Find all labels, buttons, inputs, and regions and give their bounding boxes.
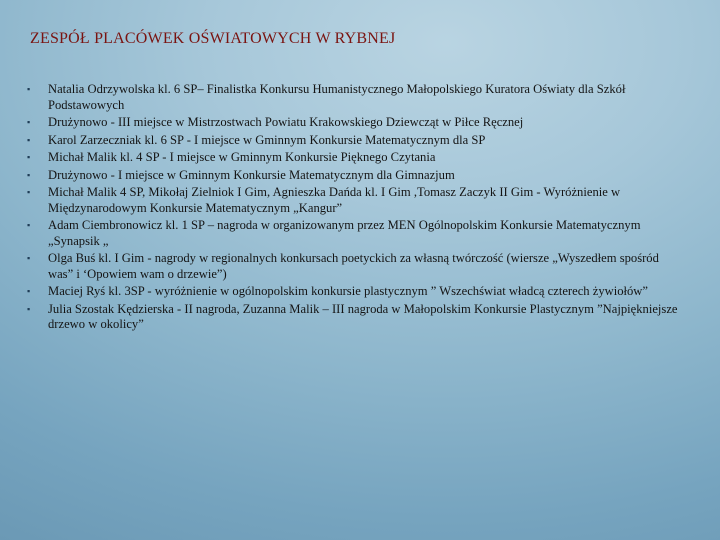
square-bullet-icon: ▪	[27, 134, 31, 145]
square-bullet-icon: ▪	[27, 152, 31, 163]
list-item-text: Drużynowo - III miejsce w Mistrzostwach Powiatu Krakowskiego Dziewcząt w Piłce Ręcznej	[48, 115, 524, 130]
square-bullet-icon: ▪	[27, 84, 31, 94]
list-item-text: Olga Buś kl. I Gim - nagrody w regionalnych konkursach poetyckich za własną twórczość (wiersze „Wyszedłem spośród was” i ‘Opowiem wam o drzewie”)	[48, 251, 659, 281]
list-item-text: Natalia Odrzywolska kl. 6 SP– Finalistka Konkursu Humanistycznego Małopolskiego Kuratora Oświaty dla Szkół Podstawowych	[48, 82, 626, 112]
list-item	[27, 115, 687, 131]
list-item	[27, 82, 687, 113]
list-item-text: Adam Ciembronowicz kl. 1 SP – nagroda w organizowanym przez MEN Ogólnopolskim Konkursie Matematycznym „Synapsik „	[48, 218, 641, 248]
list-item	[27, 218, 687, 249]
achievements-list	[27, 82, 687, 335]
list-item	[27, 284, 687, 300]
square-bullet-icon: ▪	[27, 187, 31, 198]
list-item	[27, 251, 687, 282]
list-item-text: Drużynowo - I miejsce w Gminnym Konkursie Matematycznym dla Gimnazjum	[48, 167, 455, 182]
list-item-text: Michał Malik 4 SP, Mikołaj Zielniok I Gim, Agnieszka Dańda kl. I Gim ,Tomasz Zaczyk II Gim - Wyróżnienie w Międzynarodowym Konkursie Matematycznym „Kangur”	[48, 185, 621, 215]
list-item	[27, 302, 687, 333]
list-item	[27, 168, 687, 184]
square-bullet-icon: ▪	[27, 286, 31, 297]
list-item	[27, 185, 687, 216]
list-item-text: Michał Malik kl. 4 SP - I miejsce w Gminnym Konkursie Pięknego Czytania	[48, 150, 436, 165]
square-bullet-icon: ▪	[27, 169, 31, 180]
list-item	[27, 150, 687, 166]
list-item-text: Maciej Ryś kl. 3SP - wyróżnienie w ogólnopolskim konkursie plastycznym ” Wszechświat władcą czterech żywiołów”	[48, 284, 648, 299]
list-item-text: Karol Zarzeczniak kl. 6 SP - I miejsce w Gminnym Konkursie Matematycznym dla SP	[48, 132, 486, 147]
square-bullet-icon: ▪	[27, 220, 31, 231]
slide-title: ZESPÓŁ PLACÓWEK OŚWIATOWYCH W RYBNEJ	[30, 30, 396, 47]
square-bullet-icon: ▪	[27, 253, 31, 264]
list-item-text: Julia Szostak Kędzierska - II nagroda, Zuzanna Malik – III nagroda w Małopolskim Konkursie Plastycznym ”Najpiękniejsze drzewo w okolicy”	[48, 301, 678, 332]
list-item	[27, 133, 687, 149]
square-bullet-icon: ▪	[27, 117, 31, 128]
square-bullet-icon: ▪	[27, 303, 31, 314]
